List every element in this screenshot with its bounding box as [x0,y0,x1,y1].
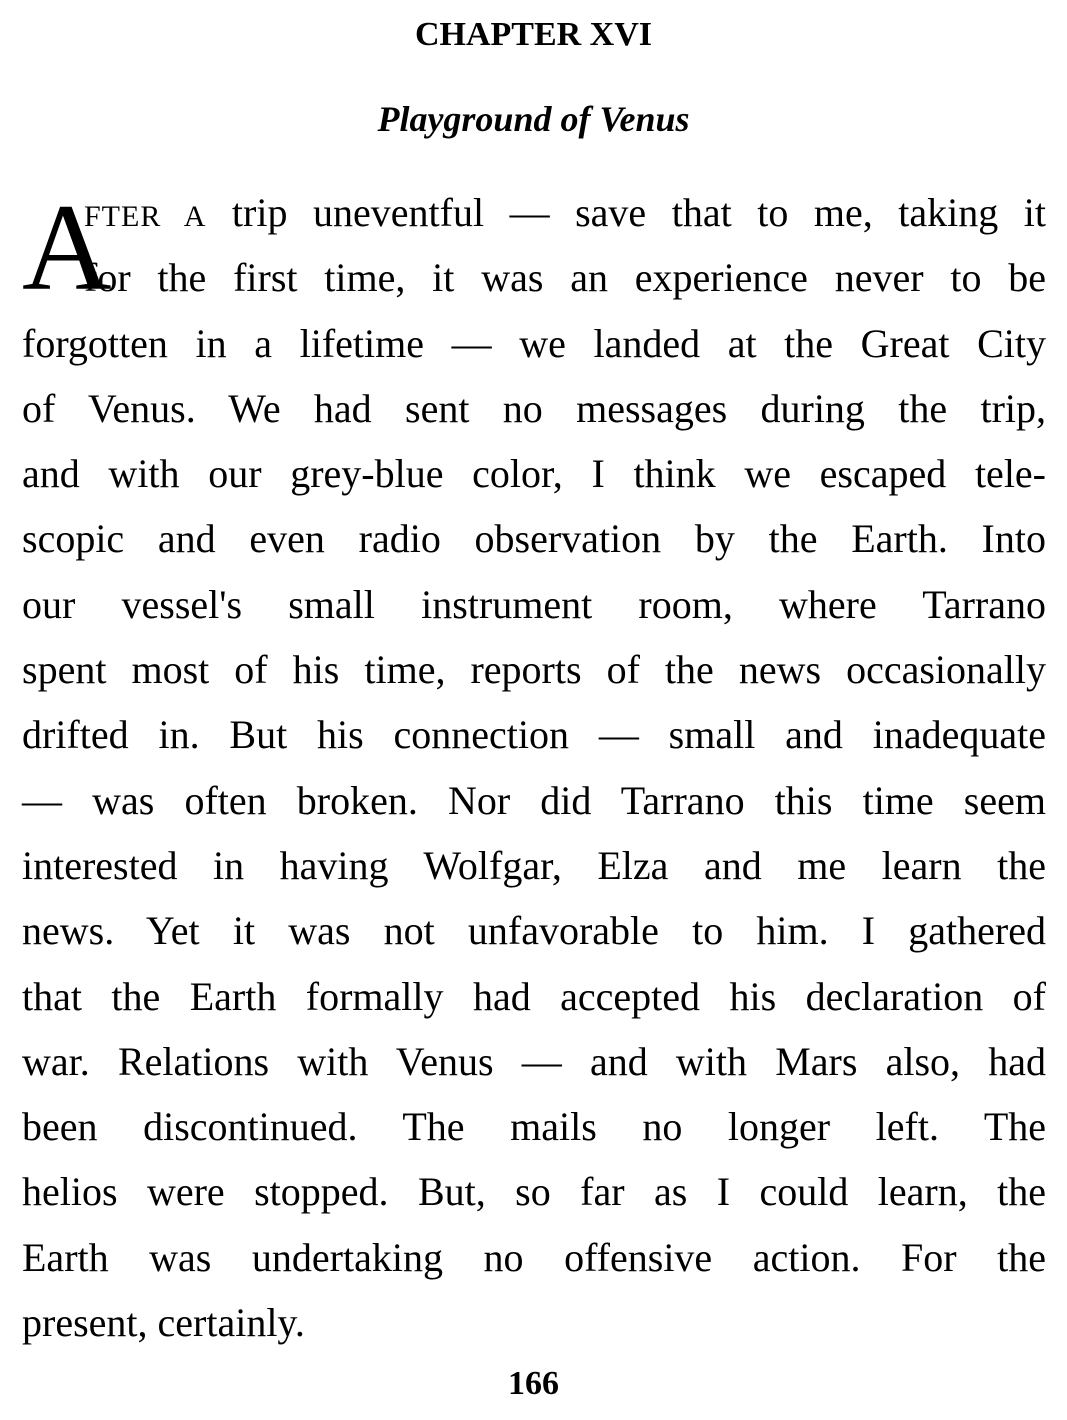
text-line: and with our grey-blue color, I think we escaped tele- [22,451,1046,497]
text-line: Earth was undertaking no offensive action. For the [22,1234,1046,1280]
text-line: spent most of his time, reports of the news occasionally [22,647,1046,693]
text-line: — was often broken. Nor did Tarrano this time seem [22,777,1046,823]
body-text [22,180,1046,1355]
text-line: that the Earth formally had accepted his declaration of [22,973,1046,1019]
text-line: drifted in. But his connection — small and inadequate [22,712,1046,758]
text-line: helios were stopped. But, so far as I could learn, the [22,1169,1046,1215]
chapter-heading: CHAPTER XVI [414,16,653,53]
drop-cap: A [22,179,112,316]
text-line: been discontinued. The mails no longer left. The [22,1104,1046,1150]
text-line: scopic and even radio observation by the Earth. Into [22,516,1046,562]
text-line: forgotten in a lifetime — we landed at the Great City [22,320,1046,366]
page-number: 166 [508,1365,559,1402]
text-line [22,180,1046,245]
text-line: present, certainly. [22,1300,305,1346]
small-caps-opening: FTER A [84,200,207,233]
chapter-title: Playground of Venus [377,99,690,139]
text-line: news. Yet it was not unfavorable to him. I gathered [22,908,1046,954]
first-line-text: trip uneventful — save that to me, taking it [206,190,1047,235]
text-line: of Venus. We had sent no messages during the trip, [22,385,1046,431]
text-line: our vessel's small instrument room, where Tarrano [22,581,1046,627]
text-line: interested in having Wolfgar, Elza and me learn the [22,842,1046,888]
text-line: for the first time, it was an experience never to be [84,255,1046,301]
text-line: war. Relations with Venus — and with Mars also, had [22,1038,1046,1084]
